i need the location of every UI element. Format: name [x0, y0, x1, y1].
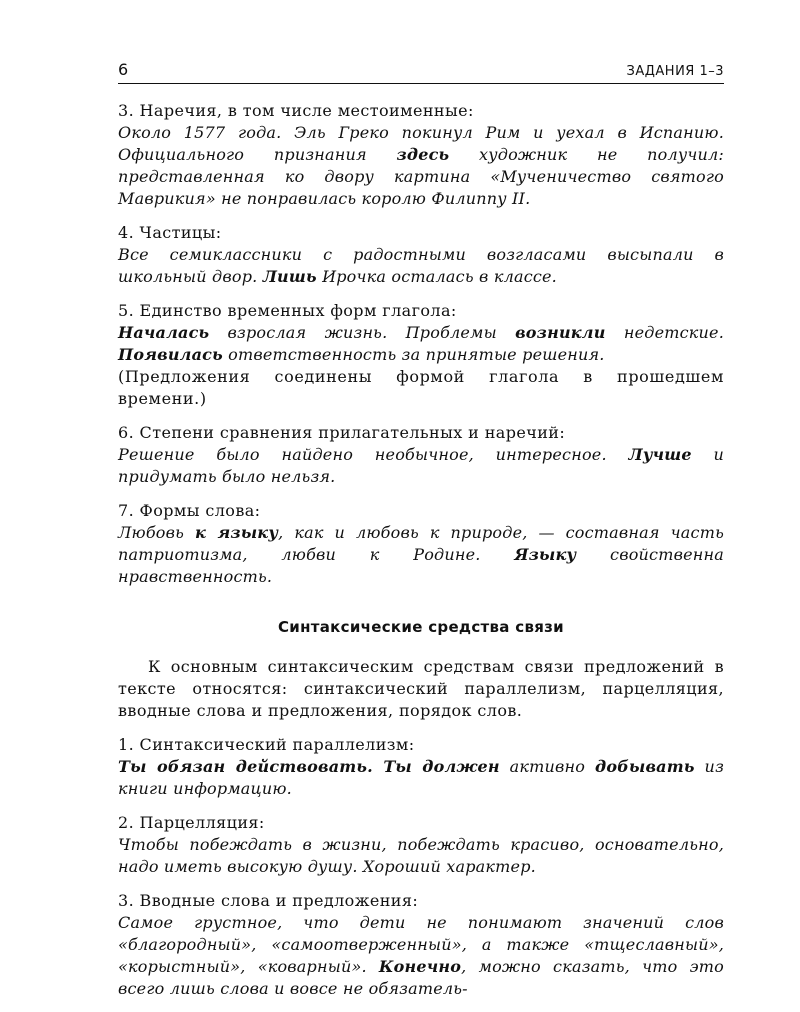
item-example [118, 322, 724, 366]
example-text: и придумать было нельзя. [118, 445, 724, 486]
example-bold-word: Языку [514, 545, 577, 564]
example-bold-word: Конечно [378, 957, 462, 976]
item-title: 6. Степени сравнения прилагательных и наречий: [118, 423, 566, 442]
example-text: Самое грустное, что дети не понимают значений слов «благородный», «самоотверженный», а также «тщеславный», «корыстный», «коварный». [118, 913, 724, 976]
page-number: 6 [118, 60, 129, 79]
example-text: , можно сказать, что это всего лишь слова и вовсе не обязатель- [118, 957, 724, 998]
example-text: Ирочка осталась в классе. [316, 267, 557, 286]
item-example [118, 522, 724, 588]
item-title: 3. Вводные слова и предложения: [118, 891, 419, 910]
item-note: (Предложения соединены формой глагола в прошедшем времени.) [118, 367, 724, 408]
section-heading: Синтаксические средства связи [277, 618, 564, 636]
example-text: Чтобы побеждать в жизни, побеждать красиво, основательно, надо иметь высокую душу. Хороший характер. [118, 835, 724, 876]
item-title: 4. Частицы: [118, 223, 222, 242]
example-text: художник не получил: представленная ко двору картина «Мученичество святого Маврикия» не понравилась королю Филиппу II. [118, 145, 725, 208]
example-bold-word: Ты обязан действовать. Ты должен [118, 757, 500, 776]
item-example [118, 444, 724, 488]
list-item [118, 734, 724, 800]
section-intro: К основным синтаксическим средствам связи предложений в тексте относятся: синтаксический параллелизм, парцелляция, вводные слова и предложения, порядок слов. [118, 657, 724, 720]
example-text: , как и любовь к природе, — составная часть патриотизма, любви к Родине. [118, 523, 724, 564]
item-example [118, 756, 724, 800]
example-text: Все семиклассники с радостными возгласами высыпали в школьный двор. [118, 245, 724, 286]
item-title: 1. Синтаксический параллелизм: [118, 735, 415, 754]
example-text: недетские. [605, 323, 725, 342]
item-example [118, 834, 724, 878]
example-text: свойственна нравственность. [118, 545, 724, 586]
book-page [118, 60, 724, 1012]
list-item [118, 222, 724, 288]
example-bold-word: Лишь [262, 267, 317, 286]
list-item [118, 890, 724, 1000]
example-bold-word: Началась [118, 323, 210, 342]
item-example [118, 912, 724, 1000]
list-item [118, 500, 724, 588]
list-item [118, 100, 724, 210]
example-text: из книги информацию. [118, 757, 724, 798]
items-list-after [118, 734, 724, 1000]
running-title: ЗАДАНИЯ 1–3 [626, 64, 724, 79]
item-title: 3. Наречия, в том числе местоименные: [118, 101, 474, 120]
items-list-before [118, 100, 724, 588]
example-text: взрослая жизнь. Проблемы [209, 323, 516, 342]
running-head [118, 60, 724, 84]
example-text: Решение было найдено необычное, интересное. [118, 445, 629, 464]
example-bold-word: возникли [515, 323, 606, 342]
item-title: 5. Единство временных форм глагола: [118, 301, 457, 320]
example-text: Около 1577 года. Эль Греко покинул Рим и уехал в Испанию. Официального признания [118, 123, 724, 164]
list-item [118, 422, 724, 488]
page-content [118, 100, 724, 1000]
item-title: 2. Парцелляция: [118, 813, 265, 832]
item-example [118, 244, 724, 288]
example-bold-word: здесь [396, 145, 450, 164]
list-item [118, 300, 724, 410]
list-item [118, 812, 724, 878]
example-text: ответственность за принятые решения. [222, 345, 605, 364]
example-bold-word: добывать [595, 757, 695, 776]
example-bold-word: к языку [195, 523, 279, 542]
example-bold-word: Появилась [118, 345, 223, 364]
item-example [118, 122, 724, 210]
item-title: 7. Формы слова: [118, 501, 261, 520]
example-bold-word: Лучше [628, 445, 692, 464]
example-text: Любовь [118, 523, 196, 542]
example-text: активно [499, 757, 596, 776]
